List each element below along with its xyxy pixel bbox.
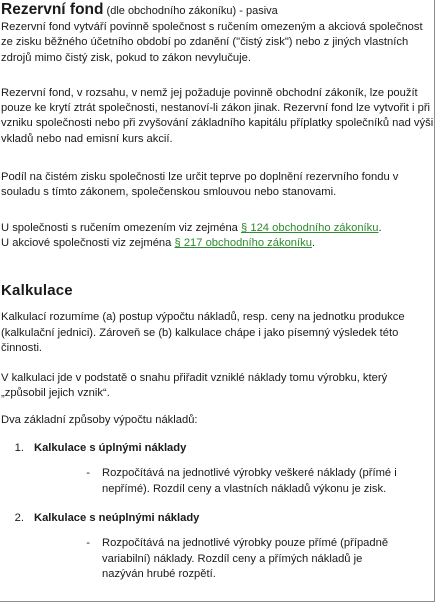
- reference-as-text: U akciové společnosti viz zejména: [1, 236, 175, 249]
- reserve-fund-paragraph-1: Rezervní fond vytváří povinně společnost s ručením omezeným a akciová společnost ze zisku běžného účetního období po zdanění ("čistý zisk") nebo z jiných vlastních zdrojů mimo čistý zisk, pokud to zákon nevylučuje.: [1, 21, 423, 64]
- list-number: 2.: [14, 511, 24, 524]
- dash-bullet: -: [86, 537, 90, 550]
- list-item-title: Kalkulace s neúplnými náklady: [34, 511, 200, 524]
- reserve-fund-subtitle: (dle obchodního zákoníku) - pasiva: [103, 5, 278, 17]
- reference-as: [1, 236, 434, 251]
- reference-as-end: .: [311, 236, 316, 249]
- calculation-paragraph-2: V kalkulaci jde v podstatě o snahu přiřadit vzniklé náklady tomu výrobku, který „způsobil jejich vznik“.: [1, 372, 388, 400]
- calculation-paragraph-1: Kalkulací rozumíme (a) postup výpočtu nákladů, resp. ceny na jednotku produkce (kalkulační jednici). Zároveň se (b) kalkulace chápe i jako písemný výsledek této činnosti.: [1, 311, 405, 354]
- calculation-paragraph-3: Dva základní způsoby výpočtu nákladů:: [1, 413, 198, 426]
- list-item: [1, 441, 434, 456]
- reserve-fund-title: Rezervní fond: [1, 1, 104, 18]
- reserve-fund-paragraph-3: Podíl na čistém zisku společnosti lze určit teprve po doplnění rezervního fondu v souladu s tímto zákonem, společenskou smlouvou nebo stanovami.: [1, 171, 399, 199]
- reserve-fund-paragraph-2: Rezervní fond, v rozsahu, v nemž jej požaduje povinně obchodní zákoník, lze použít pouze ke krytí ztrát společnosti, nestanoví-li zákon jinak. Rezervní fond lze vytvořit i při vzniku společnosti nebo při zvyšování základního kapitálu příplatky společníků nad výši vkladů nebo nad emisní kurs akcií.: [1, 86, 434, 145]
- reference-sro: [1, 221, 434, 236]
- list-bullet-text: Rozpočítává na jednotlivé výrobky veškeré náklady (přímé i nepřímé). Rozdíl ceny a vlastních nákladů výkonu je zisk.: [102, 467, 397, 495]
- reference-sro-end: .: [378, 221, 382, 234]
- reference-sro-text: U společnosti s ručením omezením viz zejména: [1, 221, 242, 234]
- list-bullet-text: Rozpočítává na jednotlivé výrobky pouze přímé (případně variabilní) náklady. Rozdíl ceny a přímých nákladů je nazýván hrubé rozpětí.: [102, 537, 389, 580]
- list-number: 1.: [14, 442, 24, 455]
- list-item: [1, 511, 434, 526]
- list-item-title: Kalkulace s úplnými náklady: [34, 442, 187, 455]
- reserve-fund-heading: [1, 1, 434, 20]
- link-paragraph-124[interactable]: § 124 obchodního zákoníku: [241, 221, 379, 234]
- list-bullet: [1, 466, 434, 497]
- list-bullet: [1, 536, 434, 582]
- calculation-heading: Kalkulace: [1, 282, 73, 300]
- dash-bullet: -: [86, 467, 90, 480]
- document-content: [0, 1, 434, 582]
- link-paragraph-217[interactable]: § 217 obchodního zákoníku: [174, 236, 312, 249]
